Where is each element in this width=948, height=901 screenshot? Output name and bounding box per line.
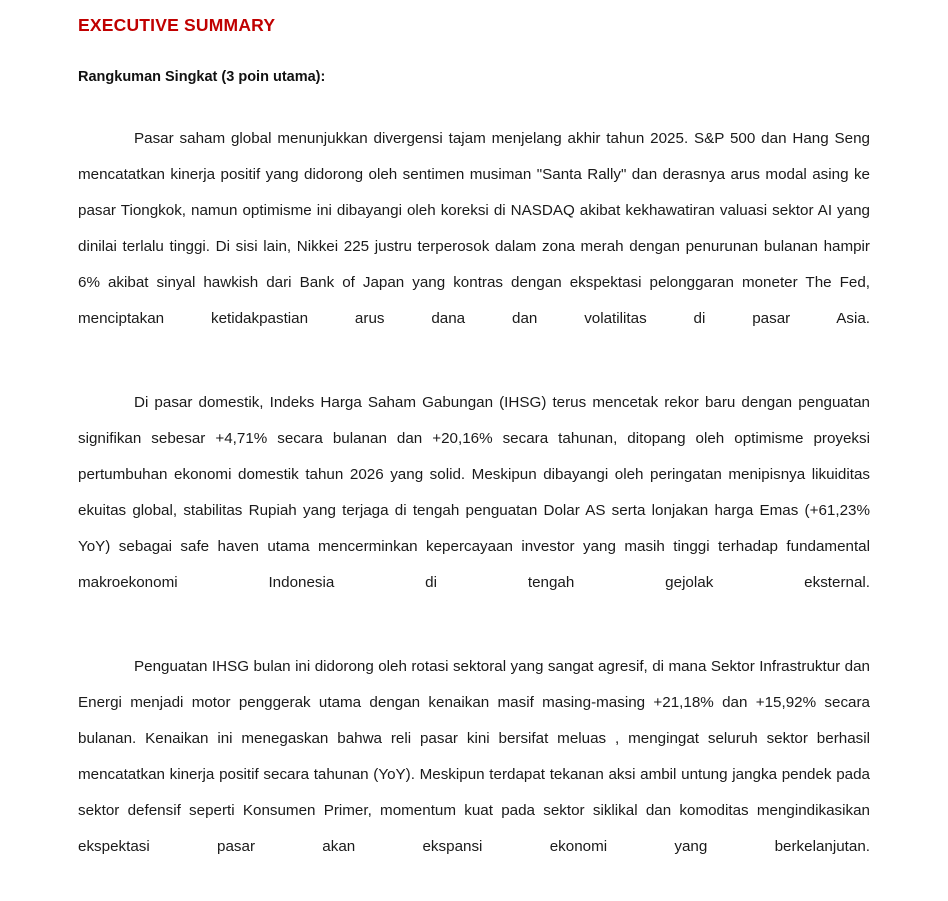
paragraph-spacer [78, 637, 870, 649]
page-title: EXECUTIVE SUMMARY [78, 15, 276, 35]
paragraph-domestic-market: Di pasar domestik, Indeks Harga Saham Gabungan (IHSG) terus mencetak rekor baru dengan penguatan signifikan sebesar +4,71% secara bulanan dan +20,16% secara tahunan, ditopang oleh optimisme proyeksi pertumbuhan ekonomi domestik tahun 2026 yang solid. Meskipun dibayangi oleh peringatan menipisnya likuiditas ekuitas global, stabilitas Rupiah yang terjaga di tengah penguatan Dolar AS serta lonjakan harga Emas (+61,23% YoY) sebagai safe haven utama mencerminkan kepercayaan investor yang masih tinggi terhadap fundamental makroekonomi Indonesia di tengah gejolak eksternal. [78, 393, 870, 591]
paragraph-sector-rotation: Penguatan IHSG bulan ini didorong oleh rotasi sektoral yang sangat agresif, di mana Sektor Infrastruktur dan Energi menjadi motor penggerak utama dengan kenaikan masif masing-masing +21,18% dan +15,92% secara bulanan. Kenaikan ini menegaskan bahwa reli pasar kini bersifat meluas , mengingat seluruh sektor berhasil mencatatkan kinerja positif secara tahunan (YoY). Meskipun terdapat tekanan aksi ambil untung jangka pendek pada sektor defensif seperti Konsumen Primer, momentum kuat pada sektor siklikal dan komoditas mengindikasikan ekspektasi pasar akan ekspansi ekonomi yang berkelanjutan. [78, 657, 870, 855]
heading-spacer [78, 37, 870, 68]
subheading-spacer [78, 87, 870, 121]
paragraph-global-markets: Pasar saham global menunjukkan divergensi tajam menjelang akhir tahun 2025. S&P 500 dan Hang Seng mencatatkan kinerja positif yang didorong oleh sentimen musiman "Santa Rally" dan derasnya arus modal asing ke pasar Tiongkok, namun optimisme ini dibayangi oleh koreksi di NASDAQ akibat kekhawatiran valuasi sektor AI yang dinilai terlalu tinggi. Di sisi lain, Nikkei 225 justru terperosok dalam zona merah dengan penurunan bulanan hampir 6% akibat sinyal hawkish dari Bank of Japan yang kontras dengan ekspektasi pelonggaran moneter The Fed, menciptakan ketidakpastian arus dana dan volatilitas di pasar Asia. [78, 129, 870, 327]
section-subheading: Rangkuman Singkat (3 poin utama): [78, 68, 326, 85]
paragraph-spacer [78, 373, 870, 385]
